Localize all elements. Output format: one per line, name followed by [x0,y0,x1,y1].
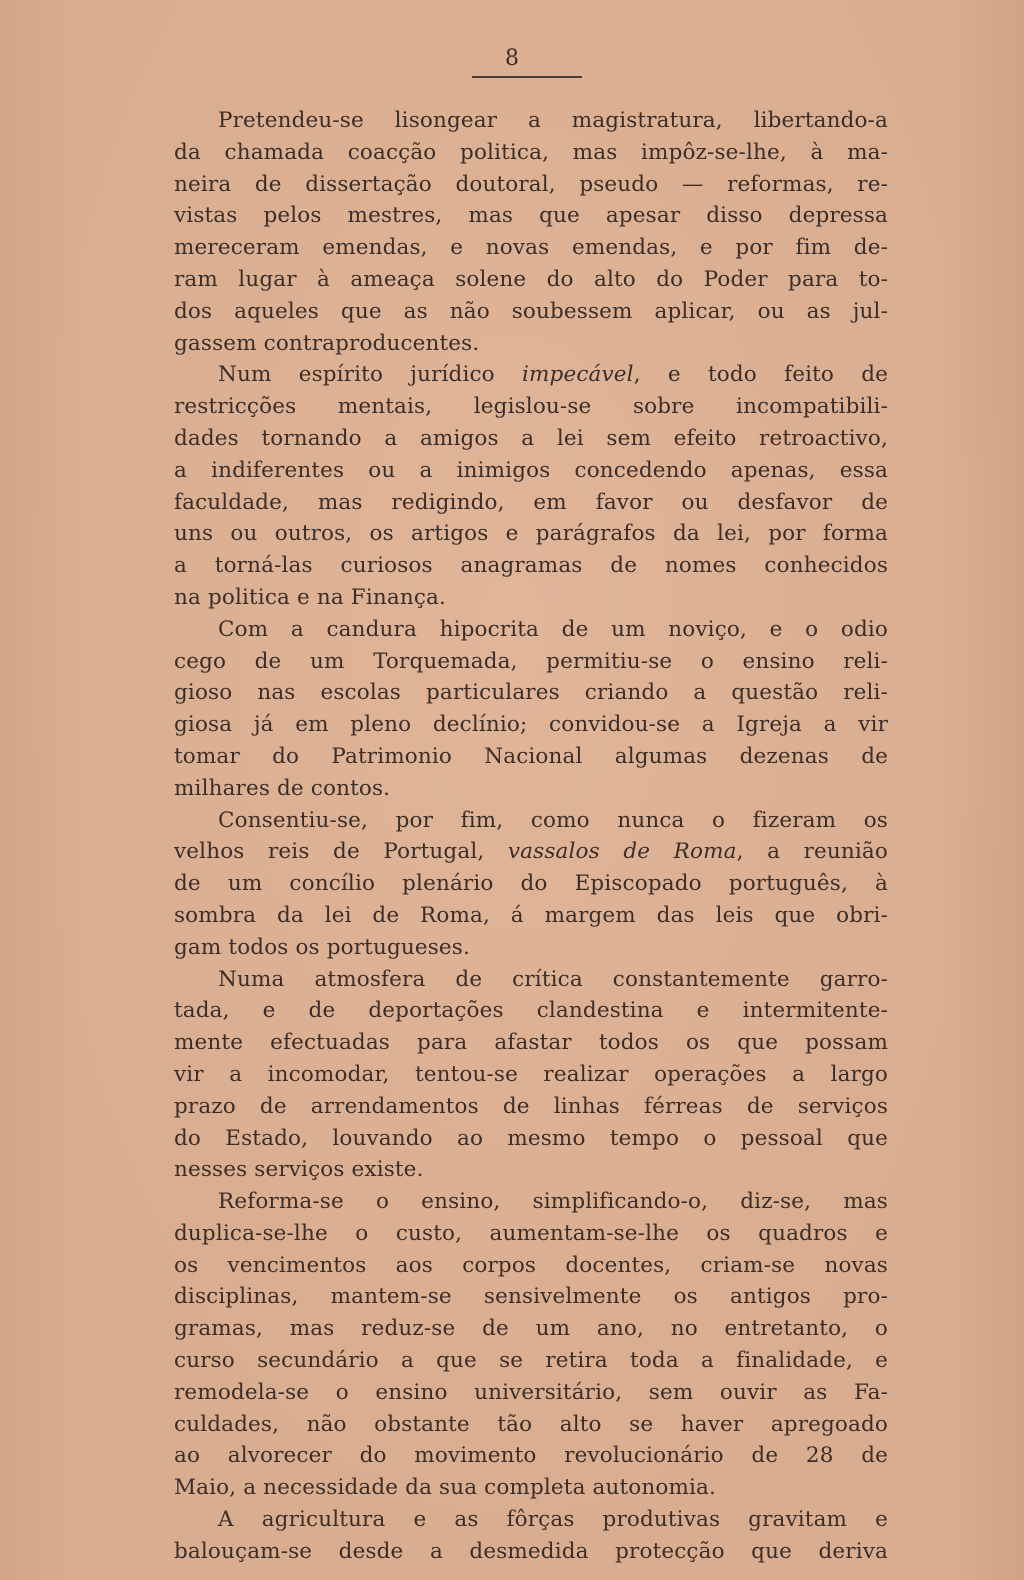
text-line-content: vir a incomodar, tentou-se realizar operações a largo [174,1061,888,1087]
text-line [174,518,888,550]
text-line [174,423,888,455]
body-text [174,105,888,1568]
text-line [174,900,888,932]
text-line [174,1218,888,1250]
text-line-content: os vencimentos aos corpos docentes, criam-se novas [174,1252,888,1278]
italic-phrase: vassalos de Roma [507,839,737,865]
text-line [174,582,888,614]
text-line-content: tada, e de deportações clandestina e intermitente- [174,998,888,1024]
text-line [174,932,888,964]
text-line [174,1123,888,1155]
text-line-content: Com a candura hipocrita de um noviço, e o odio [218,616,888,642]
text-line-content: neira de dissertação doutoral, pseudo — reformas, re- [174,171,888,197]
text-line-content: do Estado, louvando ao mesmo tempo o pessoal que [174,1125,888,1151]
text-line [174,773,888,805]
text-line [174,296,888,328]
text-line-content: uns ou outros, os artigos e parágrafos da lei, por forma [174,521,888,547]
text-line-content: gramas, mas reduz-se de um ano, no entretanto, o [174,1316,888,1342]
text-line-content: Numa atmosfera de crítica constantemente garro- [218,966,888,992]
text-line-content: mereceram emendas, e novas emendas, e por fim de- [174,235,888,261]
text-line-content: milhares de contos. [174,775,391,801]
text-line [174,1250,888,1282]
text-line-content: velhos reis de Portugal, [174,839,508,865]
text-line [174,264,888,296]
text-line [174,455,888,487]
text-line [174,169,888,201]
text-line [174,232,888,264]
text-line [174,1059,888,1091]
text-line [174,1377,888,1409]
text-line-content: faculdade, mas redigindo, em favor ou desfavor de [174,489,888,515]
text-line [174,1345,888,1377]
text-line [174,1536,888,1568]
text-line-content: Num espírito jurídico [218,362,522,388]
text-line-content: na politica e na Finança. [174,584,446,610]
text-line-content: sombra da lei de Roma, á margem das leis que obri- [174,902,888,928]
text-line-content: prazo de arrendamentos de linhas férreas de serviços [174,1093,888,1119]
text-line-content: Maio, a necessidade da sua completa autonomia. [174,1475,716,1501]
text-line [174,1186,888,1218]
text-line [174,1027,888,1059]
text-line [174,1281,888,1313]
text-line-content: dades tornando a amigos a lei sem efeito retroactivo, [174,425,888,451]
text-line-content: mente efectuadas para afastar todos os que possam [174,1030,888,1056]
text-line [174,550,888,582]
text-line [174,646,888,678]
text-line [174,995,888,1027]
text-line-content: a torná-las curiosos anagramas de nomes conhecidos [174,553,888,579]
text-line-content: Reforma-se o ensino, simplificando-o, diz-se, mas [218,1189,888,1215]
text-line-content: disciplinas, mantem-se sensivelmente os antigos pro- [174,1284,888,1310]
text-line [174,677,888,709]
text-line-content: culdades, não obstante tão alto se haver apregoado [174,1411,888,1437]
italic-phrase: impecável [521,362,634,388]
text-line [174,137,888,169]
text-line-content: gam todos os portugueses. [174,934,470,960]
text-line [174,487,888,519]
text-line [174,614,888,646]
text-line [174,1472,888,1504]
text-line [174,1409,888,1441]
text-line-content: de um concílio plenário do Episcopado português, à [174,871,888,897]
page-number-rule [472,76,582,78]
text-line-continuation: , e todo feito de [633,362,888,388]
text-line-content: remodela-se o ensino universitário, sem ouvir as Fa- [174,1379,888,1405]
text-line-content: Consentiu-se, por fim, como nunca o fizeram os [218,807,888,833]
text-line-content: restricções mentais, legislou-se sobre incompatibili- [174,394,888,420]
page-number: 8 [505,46,519,71]
text-line-content: tomar do Patrimonio Nacional algumas dezenas de [174,743,888,769]
text-line-content: ram lugar à ameaça solene do alto do Poder para to- [174,266,888,292]
text-line [174,359,888,391]
text-line-content: dos aqueles que as não soubessem aplicar, ou as jul- [174,298,888,324]
text-line-content: a indiferentes ou a inimigos concedendo apenas, essa [174,457,888,483]
text-line-content: nesses serviços existe. [174,1157,424,1183]
text-line-content: A agricultura e as fôrças produtivas gravitam e [218,1507,888,1533]
text-line-content: duplica-se-lhe o custo, aumentam-se-lhe os quadros e [174,1220,888,1246]
text-line [174,709,888,741]
text-line [174,836,888,868]
text-line [174,328,888,360]
text-line [174,1091,888,1123]
text-line [174,200,888,232]
text-line [174,105,888,137]
text-line-content: da chamada coacção politica, mas impôz-se-lhe, à ma- [174,139,888,165]
text-line-content: curso secundário a que se retira toda a finalidade, e [174,1348,888,1374]
text-line [174,805,888,837]
text-line [174,1313,888,1345]
text-line-continuation: , a reunião [736,839,888,865]
text-line [174,391,888,423]
text-line-content: Pretendeu-se lisongear a magistratura, libertando-a [218,108,888,133]
text-line-content: balouçam-se desde a desmedida protecção que deriva [174,1538,888,1564]
text-line-content: cego de um Torquemada, permitiu-se o ensino reli- [174,648,888,674]
text-line [174,1440,888,1472]
text-line [174,741,888,773]
text-line-content: giosa já em pleno declínio; convidou-se a Igreja a vir [174,712,888,738]
text-line [174,1504,888,1536]
text-line-content: gassem contraproducentes. [174,330,480,356]
text-line-content: gioso nas escolas particulares criando a questão reli- [174,680,888,706]
text-line [174,964,888,996]
text-line-content: ao alvorecer do movimento revolucionário de 28 de [174,1443,888,1469]
text-line [174,868,888,900]
text-line-content: vistas pelos mestres, mas que apesar disso depressa [174,203,888,229]
text-line [174,1154,888,1186]
